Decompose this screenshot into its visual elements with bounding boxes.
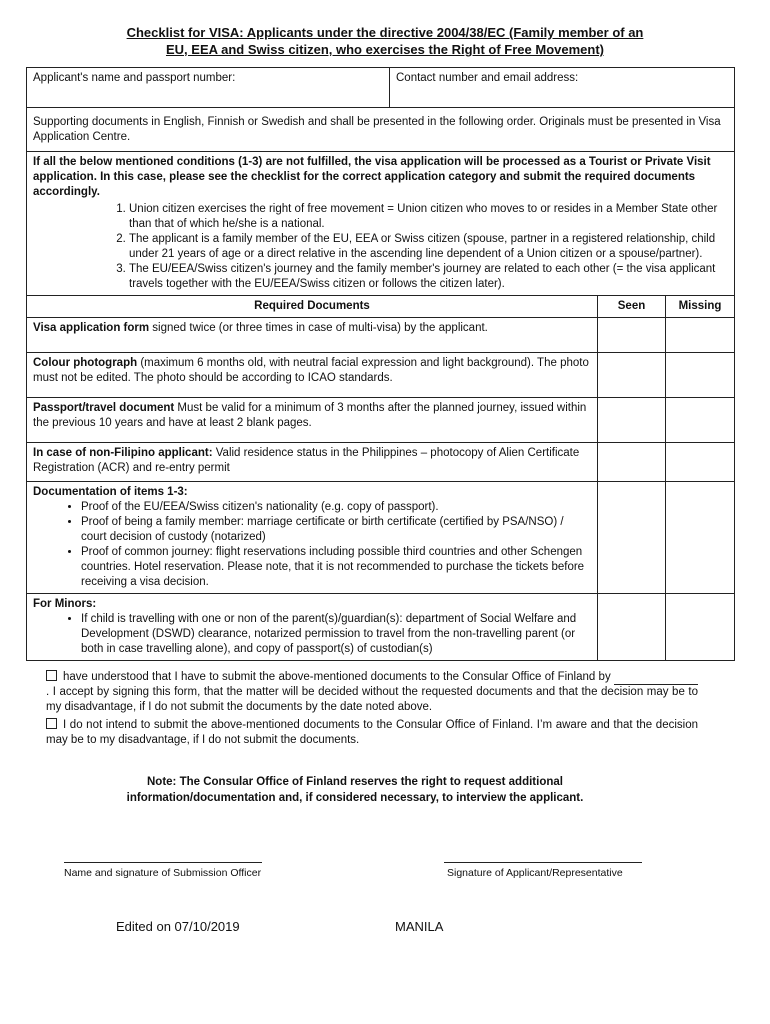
location: MANILA [395, 919, 444, 934]
applicant-label: Applicant's name and passport number: [33, 72, 236, 84]
missing-checkbox[interactable] [666, 398, 735, 443]
conditions-list [33, 202, 728, 292]
missing-checkbox[interactable] [666, 443, 735, 482]
list-item: • Proof of the EU/EEA/Swiss citizen's nationality (e.g. copy of passport). [81, 500, 591, 515]
officer-signature-label: Name and signature of Submission Officer [64, 867, 262, 879]
doc-title: Passport/travel document [33, 402, 175, 414]
checklist-table [26, 67, 735, 661]
missing-checkbox[interactable] [666, 482, 735, 594]
doc-title: Colour photograph [33, 357, 138, 369]
seen-checkbox[interactable] [598, 594, 666, 661]
seen-checkbox[interactable] [598, 353, 666, 398]
header-seen: Seen [598, 296, 666, 318]
condition-item: 1. Union citizen exercises the right of free movement = Union citizen who moves to or resides in a Member State other than that of which he/she is a national. [129, 202, 728, 232]
missing-checkbox[interactable] [666, 594, 735, 661]
minors-heading: For Minors: [33, 598, 97, 610]
note-line-2: information/documentation and, if considered necessary, to interview the applicant. [126, 792, 584, 804]
title-line-1: Checklist for VISA: Applicants under the directive 2004/38/EC (Family member of an [126, 25, 644, 40]
table-row [27, 353, 735, 398]
table-row [27, 318, 735, 353]
not-submit-checkbox[interactable] [46, 718, 57, 729]
declaration-submit [46, 670, 698, 715]
applicant-signature-label: Signature of Applicant/Representative [447, 867, 623, 879]
conditions-cell [27, 152, 735, 296]
contact-field[interactable] [390, 68, 735, 108]
declaration-not-submit [46, 718, 698, 748]
doc-cell [27, 353, 598, 398]
seen-checkbox[interactable] [598, 482, 666, 594]
documentation-heading: Documentation of items 1-3: [33, 486, 188, 498]
edited-date: Edited on 07/10/2019 [116, 919, 240, 934]
date-blank-field[interactable] [614, 673, 698, 685]
list-item: • Proof of common journey: flight reservations including possible third countries and other Schengen countries. Hotel reservation. Please note, that it is not recommended to purchase the tickets before receiving a visa decision. [81, 545, 591, 590]
table-row [27, 398, 735, 443]
header-missing: Missing [666, 296, 735, 318]
table-row [27, 482, 735, 594]
seen-checkbox[interactable] [598, 398, 666, 443]
minors-cell [27, 594, 598, 661]
applicant-field[interactable] [27, 68, 390, 108]
declaration-submit-text-a: have understood that I have to submit the above-mentioned documents to the Consular Office of Finland by [63, 671, 611, 683]
seen-checkbox[interactable] [598, 443, 666, 482]
minors-list [33, 612, 591, 657]
doc-cell [27, 318, 598, 353]
documentation-cell [27, 482, 598, 594]
condition-item: 3. The EU/EEA/Swiss citizen's journey and the family member's journey are related to each other (= the visa applicant travels together with the EU/EEA/Swiss citizen or follows the citizen later). [129, 262, 728, 292]
officer-signature-line[interactable] [64, 862, 262, 863]
doc-cell [27, 398, 598, 443]
missing-checkbox[interactable] [666, 318, 735, 353]
declaration-submit-text-b: . I accept by signing this form, that the matter will be decided without the requested documents and that the decision may be to my disadvantage, if I do not submit the documents by the date noted above. [46, 686, 698, 713]
seen-checkbox[interactable] [598, 318, 666, 353]
doc-text: signed twice (or three times in case of multi-visa) by the applicant. [149, 322, 488, 334]
table-row [27, 594, 735, 661]
declaration-not-submit-text: I do not intend to submit the above-mentioned documents to the Consular Office of Finland. I’m aware and that the decision may be to my disadvantage, if I do not submit the documents. [46, 719, 698, 746]
documentation-list [33, 500, 591, 590]
table-row [27, 443, 735, 482]
title-line-2: EU, EEA and Swiss citizen, who exercises the Right of Free Movement) [165, 42, 604, 57]
page-title [0, 24, 770, 58]
list-item: • Proof of being a family member: marriage certificate or birth certificate (certified by PSA/NSO) / court decision of custody (notarized) [81, 515, 591, 545]
applicant-signature-line[interactable] [444, 862, 642, 863]
doc-text: Valid residence status in the Philippines – photocopy of Alien Certificate Registration (ACR) and re-entry permit [33, 447, 580, 474]
note [0, 774, 710, 806]
note-line-1: Note: The Consular Office of Finland reserves the right to request additional [147, 776, 563, 788]
contact-label: Contact number and email address: [396, 72, 579, 84]
header-documents: Required Documents [27, 296, 598, 318]
conditions-intro: If all the below mentioned conditions (1-3) are not fulfilled, the visa application will be processed as a Tourist or Private Visit application. In this case, please see the checklist for the correct application category and submit the required documents accordingly. [33, 156, 711, 198]
doc-title: In case of non-Filipino applicant: [33, 447, 213, 459]
condition-item: 2. The applicant is a family member of the EU, EEA or Swiss citizen (spouse, partner in a registered relationship, child under 21 years of age or a direct relative in the ascending line dependent of a Union citizen or a spouse/partner). [129, 232, 728, 262]
missing-checkbox[interactable] [666, 353, 735, 398]
supporting-text: Supporting documents in English, Finnish or Swedish and shall be presented in the following order. Originals must be presented in Visa Application Centre. [27, 108, 735, 152]
submit-checkbox[interactable] [46, 670, 57, 681]
doc-text: Must be valid for a minimum of 3 months after the planned journey, issued within the previous 10 years and have at least 2 blank pages. [33, 402, 587, 429]
list-item: • If child is travelling with one or non of the parent(s)/guardian(s): department of Social Welfare and Development (DSWD) clearance, notarized permission to travel from the non-travelling parent (or both in case travelling alone), and copy of passport(s) of custodian(s) [81, 612, 591, 657]
doc-cell [27, 443, 598, 482]
doc-text: (maximum 6 months old, with neutral facial expression and light background). The photo must not be edited. The photo should be according to ICAO standards. [33, 357, 589, 384]
doc-title: Visa application form [33, 322, 150, 334]
